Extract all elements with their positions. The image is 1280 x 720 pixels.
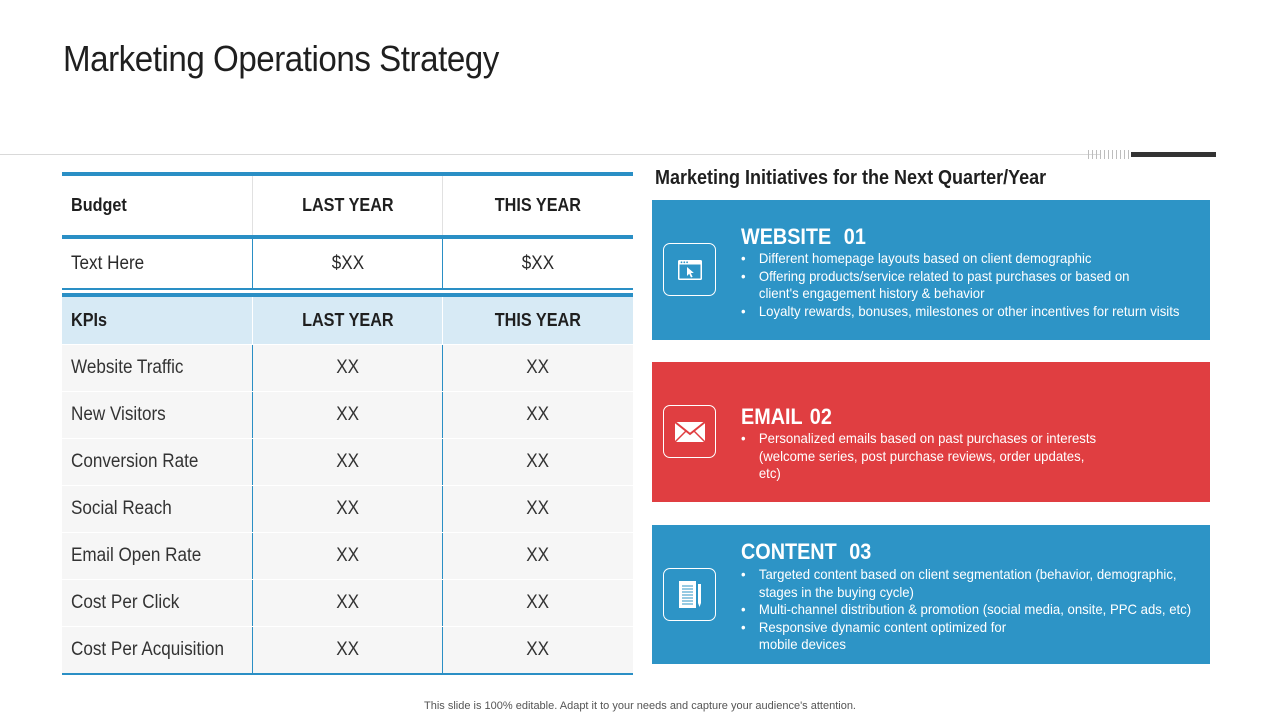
table-cell: Conversion Rate	[71, 451, 199, 472]
list-item: • Offering products/service related to past purchases or based on client's engagement history & behavior	[741, 268, 1172, 303]
card-number: 03	[849, 539, 872, 564]
initiatives-title: Marketing Initiatives for the Next Quarter/Year	[655, 167, 1047, 189]
browser-window-icon	[663, 243, 716, 296]
table-cell: XX	[252, 580, 442, 626]
table-cell: XX	[442, 533, 633, 579]
table-cell: Social Reach	[71, 498, 172, 519]
card-bullets	[741, 250, 1211, 320]
list-item: • Different homepage layouts based on client demographic	[741, 250, 1211, 268]
table-cell: Cost Per Acquisition	[71, 639, 225, 660]
card-number: 02	[809, 404, 832, 429]
header-cell: THIS YEAR	[442, 297, 633, 344]
table-row	[62, 579, 633, 626]
header-divider	[0, 154, 1100, 155]
header-cell: KPIs	[71, 310, 108, 330]
table-cell: Text Here	[71, 252, 145, 274]
table-cell: XX	[252, 627, 442, 673]
header-cell: LAST YEAR	[252, 176, 442, 235]
table-cell: XX	[442, 580, 633, 626]
card-bullets	[741, 566, 1211, 654]
table-row	[62, 239, 633, 290]
list-item: • Loyalty rewards, bonuses, milestones or other incentives for return visits	[741, 303, 1211, 321]
kpi-header-row	[62, 297, 633, 344]
card-bullets	[741, 430, 1211, 483]
initiative-card-content	[652, 525, 1210, 664]
table-cell: Cost Per Click	[71, 592, 180, 613]
table-row	[62, 485, 633, 532]
table-cell: Website Traffic	[71, 357, 184, 378]
table-cell: $XX	[442, 239, 633, 288]
table-row	[62, 532, 633, 579]
table-row	[62, 438, 633, 485]
decorative-ticks	[1088, 150, 1130, 159]
card-name: CONTENT	[741, 539, 837, 564]
initiative-card-email	[652, 362, 1210, 502]
card-name: WEBSITE	[741, 224, 832, 249]
table-cell: XX	[442, 486, 633, 532]
kpi-table	[62, 293, 633, 675]
list-item: • Personalized emails based on past purchases or interests (welcome series, post purchase reviews, order updates, etc)	[741, 430, 1107, 483]
header-cell: THIS YEAR	[442, 176, 633, 235]
table-cell: XX	[442, 345, 633, 391]
table-row	[62, 344, 633, 391]
budget-header-row	[62, 176, 633, 239]
table-cell: XX	[252, 533, 442, 579]
table-cell: XX	[442, 392, 633, 438]
decorative-bar	[1131, 152, 1216, 157]
card-name: EMAIL	[741, 404, 803, 429]
table-cell: XX	[252, 486, 442, 532]
table-cell: XX	[252, 392, 442, 438]
list-item: • Responsive dynamic content optimized for mobile devices	[741, 619, 1022, 654]
budget-table	[62, 172, 633, 290]
envelope-icon	[663, 405, 716, 458]
table-bottom-line	[62, 673, 633, 675]
card-number: 01	[843, 224, 866, 249]
footer-note: This slide is 100% editable. Adapt it to your needs and capture your audience's attention.	[424, 700, 856, 712]
list-item: • Targeted content based on client segmentation (behavior, demographic, stages in the buying cycle)	[741, 566, 1191, 601]
table-cell: New Visitors	[71, 404, 166, 425]
table-cell: $XX	[252, 239, 442, 288]
table-cell: XX	[252, 439, 442, 485]
header-cell: LAST YEAR	[252, 297, 442, 344]
card-heading	[741, 404, 832, 430]
table-row	[62, 626, 633, 673]
initiative-card-website	[652, 200, 1210, 340]
header-cell: Budget	[71, 195, 127, 215]
document-icon	[663, 568, 716, 621]
list-item: • Multi-channel distribution & promotion (social media, onsite, PPC ads, etc)	[741, 601, 1211, 619]
table-row	[62, 391, 633, 438]
table-cell: XX	[442, 627, 633, 673]
table-cell: XX	[442, 439, 633, 485]
card-heading	[741, 224, 866, 250]
table-cell: XX	[252, 345, 442, 391]
card-heading	[741, 539, 871, 565]
table-cell: Email Open Rate	[71, 545, 202, 566]
page-title: Marketing Operations Strategy	[63, 38, 499, 79]
